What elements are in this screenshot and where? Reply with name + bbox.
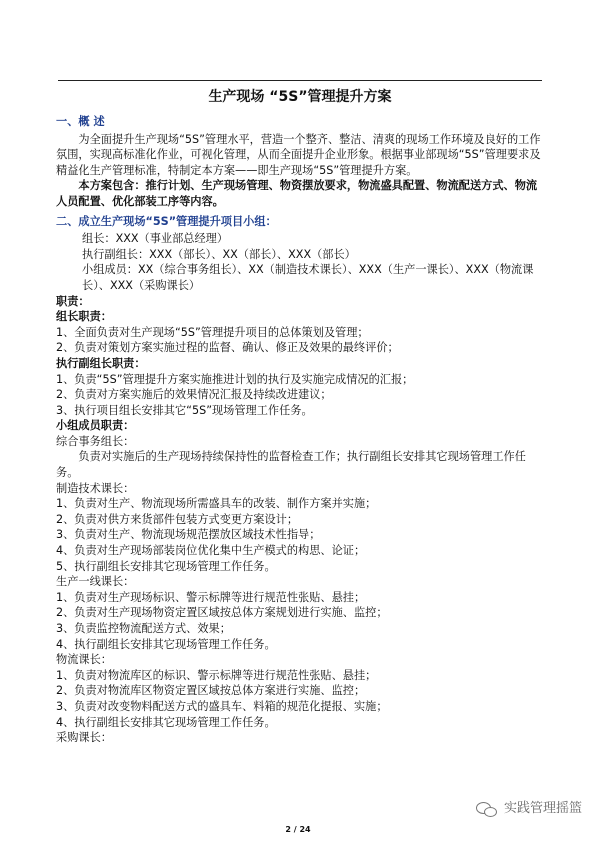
member-duty-heading: 小组成员职责： — [56, 419, 135, 433]
list-item: 2、负责对物流库区物资定置区域按总体方案进行实施、监控； — [56, 684, 366, 698]
role-heading-caigou: 采购课长： — [56, 731, 112, 745]
role-heading-wuliu: 物流课长： — [56, 653, 112, 667]
zonghe-duty: 负责对实施后的生产现场持续保持性的监督检查工作；执行副组长安排其它现场管理工作任务。 — [56, 450, 526, 480]
role-heading-zonghe: 综合事务组长： — [56, 434, 135, 448]
overview-paragraph-2: 本方案包含：推行计划、生产现场管理、物资摆放要求，物流盛具配置、物流配送方式、物流人员配置、优化部装工序等内容。 — [56, 179, 538, 208]
vice-duty-heading: 执行副组长职责： — [56, 356, 146, 370]
leader-duty-heading: 组长职责： — [56, 310, 112, 324]
role-heading-zhizao: 制造技术课长： — [56, 481, 135, 495]
overview-paragraph-1: 为全面提升生产现场“5S”管理水平，营造一个整齐、整洁、清爽的现场工作环境及良好的工作氛围，实现高标准化作业，可视化管理，从而全面提升企业形象。根据事业部现场“5S”管理要求及精益化生产管理标准，特制定本方案——即生产现场“5S”管理提升方案。 — [56, 132, 541, 177]
watermark — [476, 800, 582, 818]
list-item: 1、负责对生产、物流现场所需盛具车的改装、制作方案并实施； — [56, 497, 377, 511]
list-item: 4、负责对生产现场部装岗位优化集中生产模式的构思、论证； — [56, 544, 366, 558]
list-item: 5、执行副组长安排其它现场管理工作任务。 — [56, 559, 276, 573]
section-heading-team: 二、成立生产现场“5S”管理提升项目小组： — [56, 214, 277, 228]
list-item: 1、全面负责对生产现场“5S”管理提升项目的总体策划及管理； — [56, 325, 369, 339]
role-heading-shengchan: 生产一线课长： — [56, 575, 135, 589]
duties-heading: 职责： — [56, 294, 90, 308]
header-rule — [58, 80, 542, 81]
list-item: 1、负责“5S”管理提升方案实施推进计划的执行及实施完成情况的汇报； — [56, 372, 414, 386]
team-members: 小组成员：XX（综合事务组长）、XX（制造技术课长）、XXX（生产一课长）、XXX（物流课长）、XXX（采购课长） — [82, 263, 534, 292]
list-item: 1、负责对物流库区的标识、警示标牌等进行规范性张贴、悬挂； — [56, 668, 377, 682]
team-leader: 组长：XXX（事业部总经理） — [82, 232, 229, 246]
list-item: 1、负责对生产现场标识、警示标牌等进行规范性张贴、悬挂； — [56, 590, 366, 604]
list-item: 2、负责对供方来货部件包装方式变更方案设计； — [56, 512, 299, 526]
document-body — [56, 86, 544, 746]
list-item: 2、负责对方案实施后的效果情况汇报及持续改进建议； — [56, 388, 332, 402]
list-item: 3、执行项目组长安排其它“5S”现场管理工作任务。 — [56, 403, 313, 417]
list-item: 4、执行副组长安排其它现场管理工作任务。 — [56, 715, 276, 729]
team-vice-leader: 执行副组长：XXX（部长）、XX（部长）、XXX（部长） — [82, 247, 356, 261]
page-number: 2 / 24 — [285, 825, 311, 834]
document-title: 生产现场 “5S”管理提升方案 — [208, 89, 392, 105]
list-item: 2、负责对生产现场物资定置区域按总体方案规划进行实施、监控； — [56, 606, 388, 620]
list-item: 3、负责对改变物料配送方式的盛具车、料箱的规范化提报、实施； — [56, 699, 388, 713]
list-item: 3、负责对生产、物流现场规范摆放区域技术性指导； — [56, 528, 321, 542]
list-item: 3、负责监控物流配送方式、效果； — [56, 622, 231, 635]
wechat-icon — [476, 800, 498, 818]
list-item: 4、执行副组长安排其它现场管理工作任务。 — [56, 637, 276, 651]
section-heading-overview: 一、概 述 — [56, 115, 105, 128]
watermark-text: 实践管理摇篮 — [503, 801, 582, 817]
list-item: 2、负责对策划方案实施过程的监督、确认、修正及效果的最终评价； — [56, 341, 399, 355]
